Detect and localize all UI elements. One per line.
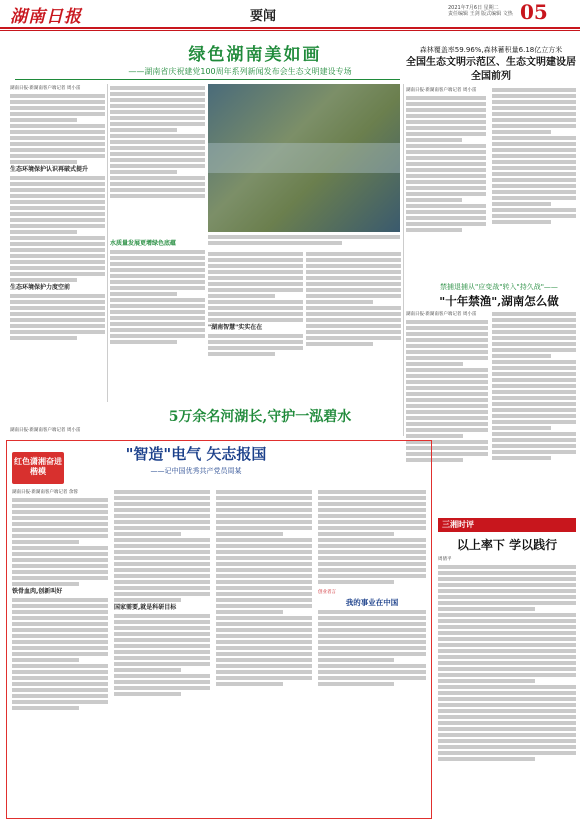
lead-photo-caption: [208, 233, 400, 247]
lead-column-1: [10, 84, 105, 402]
middle-green-subhead: 水质量发展更增绿色底蕴: [110, 240, 177, 247]
commentary-author: 周倩平: [438, 557, 452, 562]
lead-byline: 湖南日报·新湖南客户端记者 周小雷: [10, 86, 81, 91]
middle-byline-row: [10, 426, 400, 438]
right-headline: "十年禁渔",湖南怎么做: [439, 294, 559, 308]
lead-subhead-1: 生态环境保护认识再破式提升: [10, 166, 89, 173]
masthead: [0, 0, 580, 26]
lead-rule: [15, 79, 400, 80]
editor-line: 责任编辑 王剑 版式编辑 文热: [448, 11, 513, 17]
masthead-rule: [0, 27, 580, 29]
date-line: 2021年7月6日 星期二: [448, 5, 499, 11]
lead-column-3: [110, 238, 205, 402]
date-info: [448, 5, 518, 17]
right-kicker: 禁捕退捕从"应变战"转入"持久战"——: [440, 283, 558, 291]
feature-subhead-1: 铁骨血肉,创新叫好: [12, 588, 63, 595]
lead-photo: [208, 84, 400, 232]
feature-column-4: [318, 488, 426, 813]
section-name: 要闻: [250, 9, 277, 24]
page-number: 05: [520, 0, 548, 24]
side-column-2: [492, 86, 576, 276]
commentary-header: 三湘时评: [438, 518, 576, 532]
feature-subhead: ——记中国优秀共产党员周某: [150, 467, 242, 475]
middle-byline: 湖南日报·新湖南客户端记者 周小雷: [10, 428, 81, 433]
lead-column-4: [208, 250, 303, 402]
feature-column-1: [12, 488, 108, 813]
right-column-divider: [403, 84, 404, 436]
commentary-title: 以上率下 学以践行: [456, 538, 558, 552]
feature-column-3: [216, 488, 312, 813]
lead-subhead-2: 生态环境保护力度空前: [10, 284, 71, 291]
lead-column-5: [306, 250, 401, 402]
column-divider: [107, 84, 108, 402]
right-column-2: [492, 310, 576, 515]
feature-column-title: 我的事业在中国: [345, 598, 399, 607]
middle-headline: 5万余名河湖长,守护一泓碧水: [168, 409, 352, 425]
feature-headline: "智造"电气 矢志报国: [125, 445, 267, 463]
feature-column-2: [114, 488, 210, 813]
feature-column-kicker: 创业者言: [318, 590, 336, 595]
commentary-body: [438, 555, 576, 817]
lead-headline: 绿色湖南美如画: [188, 45, 322, 65]
feature-subhead-2: 国家需要,就是科研目标: [114, 604, 177, 611]
lead-subhead: ——湖南省庆祝建党100周年系列新闻发布会生态文明建设专场: [128, 67, 352, 76]
lead-column-2: [110, 84, 205, 234]
side-kicker: 森林覆盖率59.96%,森林蓄积量6.18亿立方米: [419, 46, 563, 54]
feature-byline: 湖南日报·新湖南客户端记者 余蓉: [12, 490, 78, 495]
right-byline: 湖南日报·新湖南客户端记者 周小雷: [406, 312, 477, 317]
feature-badge: 红色潇湘奋进楷模: [12, 452, 64, 484]
newspaper-logo: 湖南日报: [10, 7, 82, 27]
middle-secondary-headline: "湖南智慧"实实在在: [208, 324, 263, 331]
masthead-rule-thin: [0, 30, 580, 31]
side-byline: 湖南日报·新湖南客户端记者 周小雷: [406, 88, 477, 93]
side-column-1: [406, 86, 486, 276]
side-headline: 全国生态文明示范区、生态文明建设居全国前列: [406, 57, 576, 82]
